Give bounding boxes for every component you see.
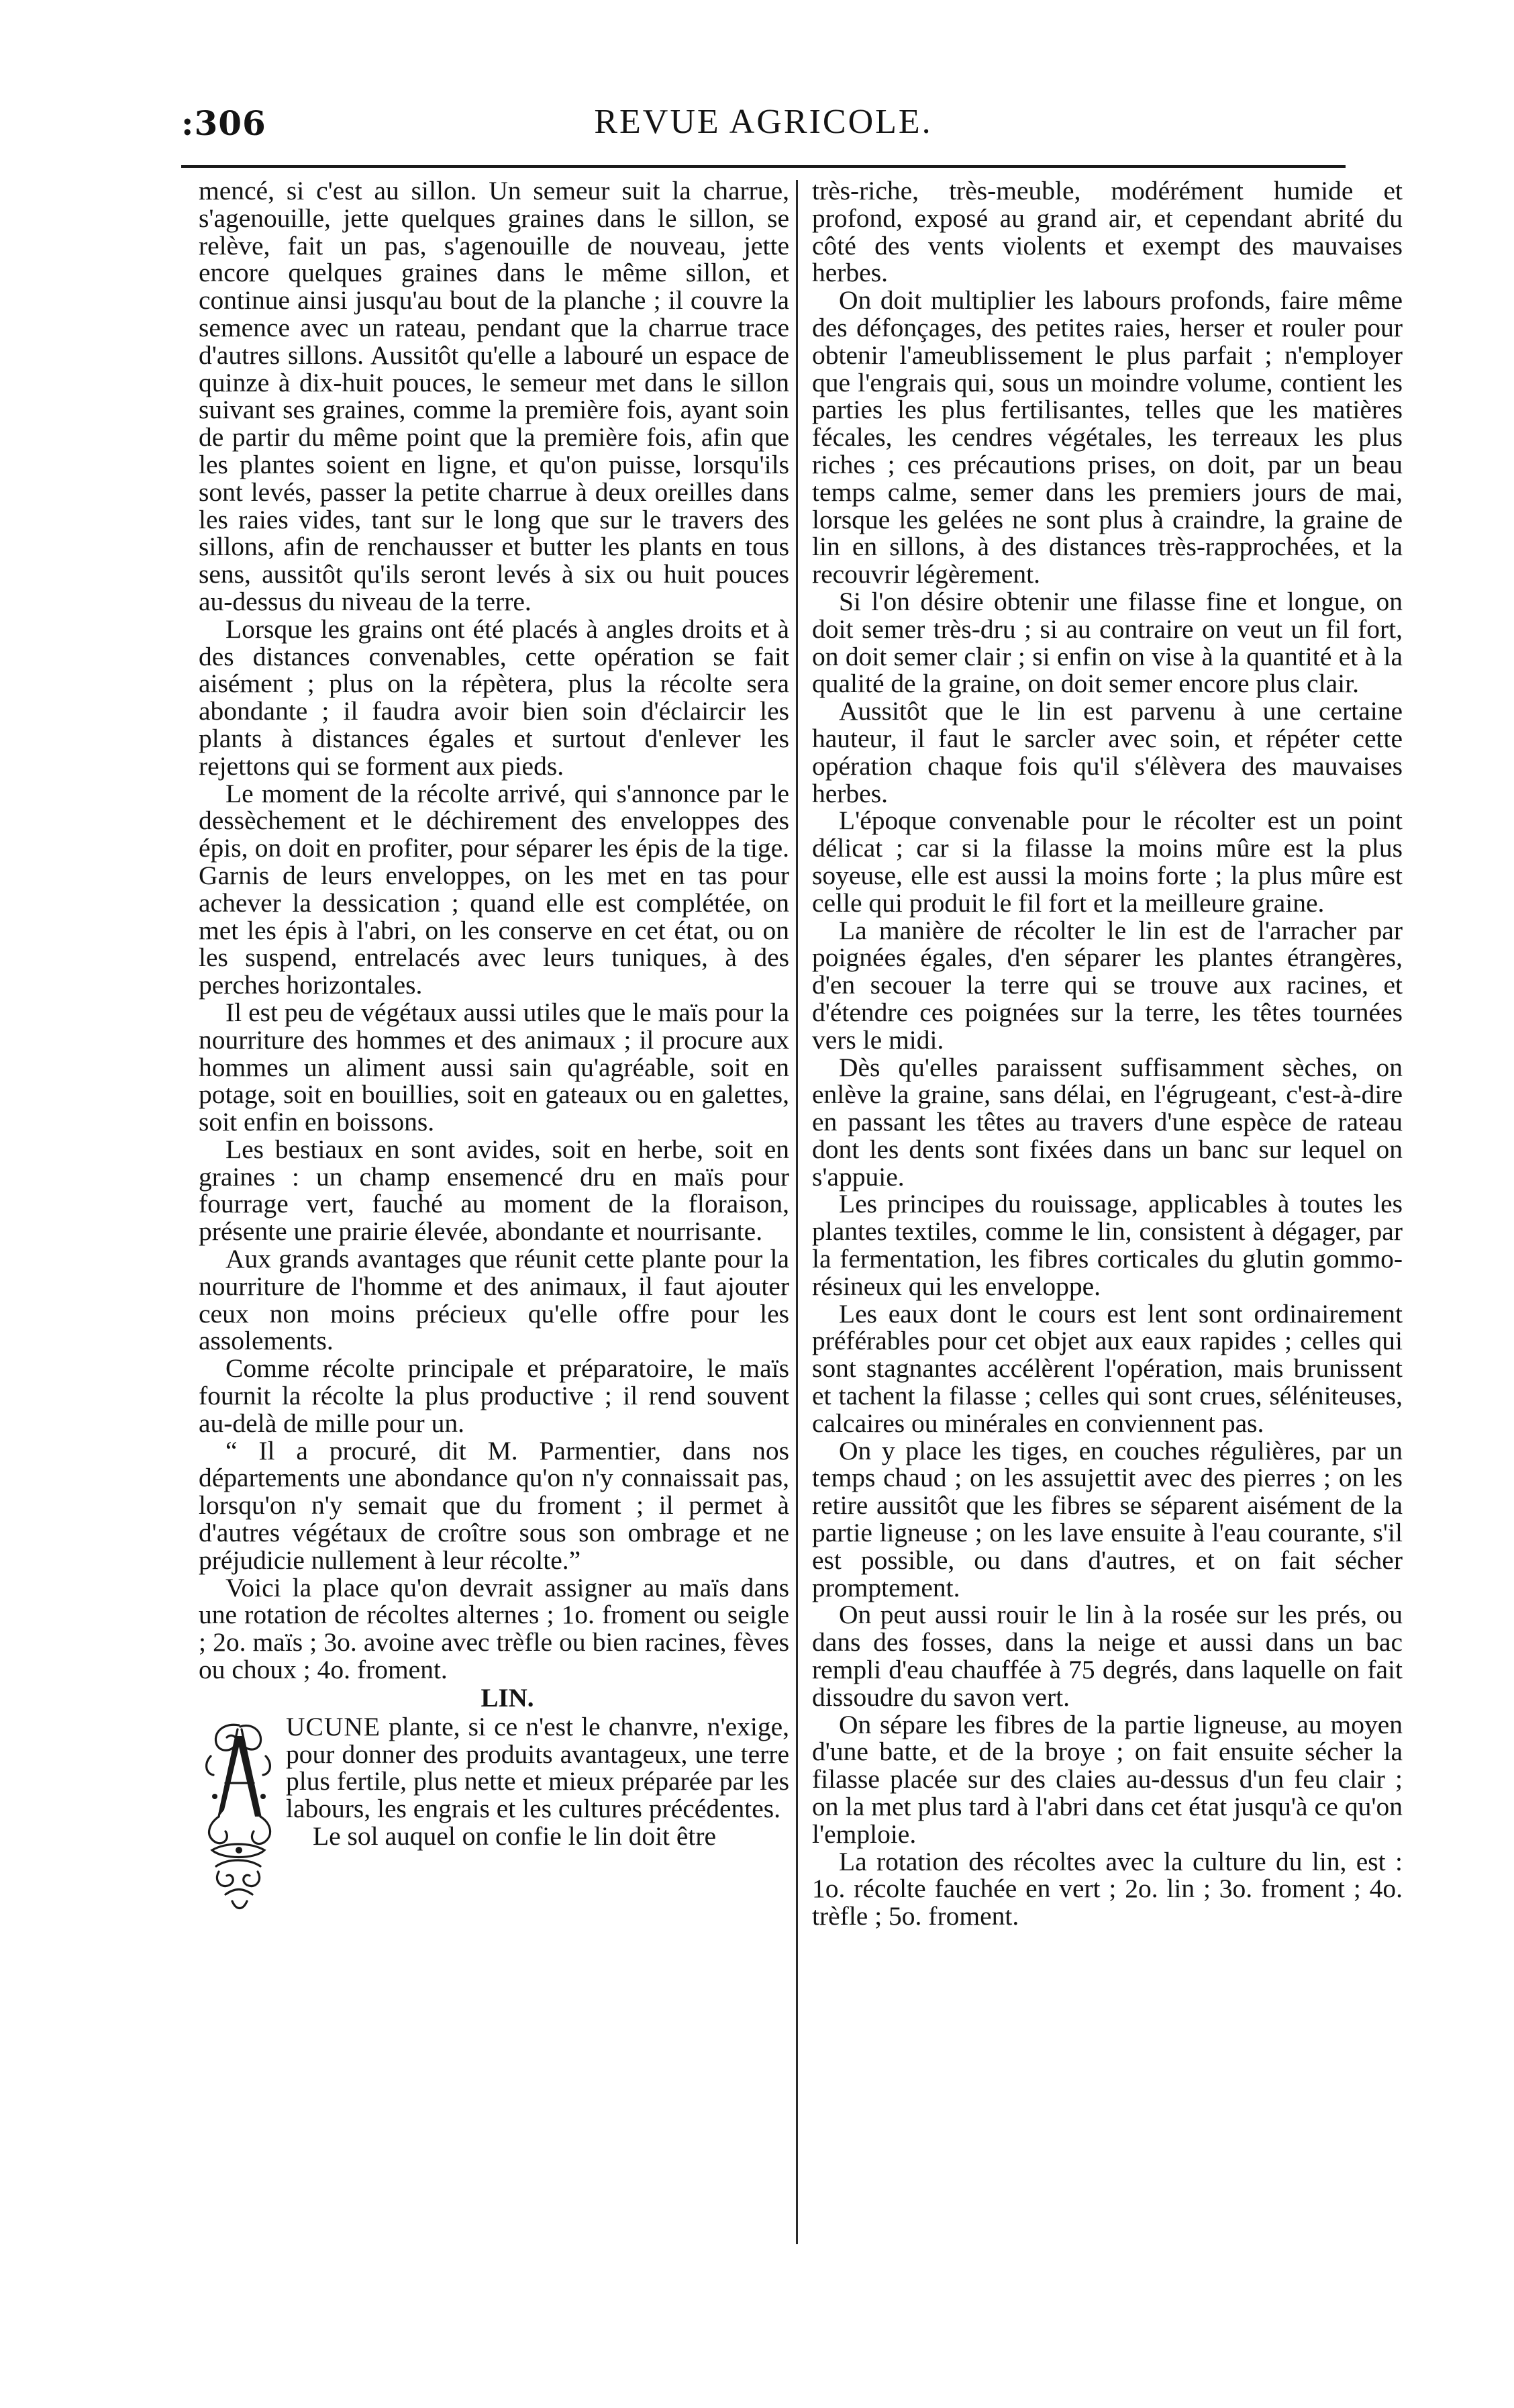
page-number: :306	[181, 103, 266, 143]
paragraph: On doit multiplier les labours profonds, faire même des défonçages, des petites raies, herser et rouler pour obtenir l'ameublissement le plus parfait ; n'employer que l'engrais qui, sous un moindre volume, contient les parties les plus fertilisantes, telles que les matières fécales, les cendres végétales, les terreaux les plus riches ; ces précautions prises, on doit, par un beau temps calme, semer dans les premiers jours de mai, lorsque les gelées ne sont plus à craindre, la graine de lin en sillons, à des distances très-rapprochées, et la recouvrir légèrement.	[812, 285, 1403, 589]
ornamental-drop-cap-icon	[199, 1716, 278, 1917]
paragraph: La manière de récolter le lin est de l'arracher par poignées égales, d'en séparer les plantes étrangères, d'en secouer la terre qui se trouve aux racines, et d'étendre ces poignées sur la terre, les têtes tournées vers le midi.	[812, 915, 1403, 1055]
paragraph: très-riche, très-meuble, modérément humide et profond, exposé au grand air, et cependant abrité du côté des vents violents et exempt des mauvaises herbes.	[812, 176, 1403, 288]
paragraph: mencé, si c'est au sillon. Un semeur suit la charrue, s'agenouille, jette quelques graines dans le sillon, se relève, fait un pas, s'agenouille de nouveau, jette encore quelques graines dans le même sillon, et continue ainsi jusqu'au bout de la planche ; il couvre la semence avec un rateau, pendant que la charrue trace d'autres sillons. Aussitôt qu'elle a labouré un espace de quinze à dix-huit pouces, le semeur met dans le sillon suivant ses graines, comme la première fois, ayant soin de partir du même point que la première fois, afin que les plantes soient en ligne, et qu'on puisse, lorsqu'ils sont levés, passer la petite charrue à deux oreilles dans les raies vides, tant sur le long que sur le travers des sillons, afin de renchausser et butter les plants en tous sens, aussitôt qu'ils seront levés à six ou huit pouces au-dessus du niveau de la terre.	[199, 176, 789, 616]
paragraph: On peut aussi rouir le lin à la rosée sur les prés, ou dans des fosses, dans la neige et aussi dans un bac rempli d'eau chauffée à 75 degrés, dans laquelle on fait dissoudre du savon vert.	[812, 1600, 1403, 1712]
paragraph: On y place les tiges, en couches régulières, par un temps chaud ; on les assujettit avec des pierres ; on les retire aussitôt que les fibres se séparent aisément de la partie ligneuse ; on les lave ensuite à l'eau courante, s'il est possible, ou dans d'autres, et on fait sécher promptement.	[812, 1435, 1403, 1602]
section-title: LIN.	[481, 1683, 534, 1713]
paragraph: Le sol auquel on confie le lin doit être	[313, 1821, 717, 1851]
paragraph: Les principes du rouissage, applicables à toutes les plantes textiles, comme le lin, consistent à dégager, par la fermentation, les fibres corticales du glutin gommo-résineux qui les enveloppe.	[812, 1189, 1403, 1301]
paragraph: On sépare les fibres de la partie ligneuse, au moyen d'une batte, et de la broye ; on fait ensuite sécher la filasse placée sur des claies au-dessus d'un feu clair ; on la met plus tard à l'abri dans cet état jusqu'à ce qu'on l'emploie.	[812, 1709, 1403, 1849]
paragraph: Les bestiaux en sont avides, soit en herbe, soit en graines : un champ ensemencé dru en maïs pour fourrage vert, fauché au moment de la floraison, présente une prairie élevée, abondante et nourrisante.	[199, 1134, 789, 1247]
paragraph: Voici la place qu'on devrait assigner au maïs dans une rotation de récoltes alternes ; 1o. froment ou seigle ; 2o. maïs ; 3o. avoine avec trèfle ou bien racines, fèves ou choux ; 4o. froment.	[199, 1572, 789, 1685]
running-header	[181, 99, 1346, 146]
paragraph: Il est peu de végétaux aussi utiles que le maïs pour la nourriture des hommes et des animaux ; il procure aux hommes un aliment aussi sain qu'agréable, soit en potage, soit en bouillies, soit en gateaux ou en galettes, soit enfin en boissons.	[199, 997, 789, 1137]
paragraph: Aux grands avantages que réunit cette plante pour la nourriture de l'homme et des animaux, il faut ajouter ceux non moins précieux qu'elle offre pour les assolements.	[199, 1244, 789, 1356]
running-title: REVUE AGRICOLE.	[594, 103, 933, 141]
paragraph: Aussitôt que le lin est parvenu à une certaine hauteur, il faut le sarcler avec soin, et répéter cette opération chaque fois qu'il s'élèvera des mauvaises herbes.	[812, 696, 1403, 808]
lin-intro-text: plante, si ce n'est le chanvre, n'exige, pour donner des produits avantageux, une terre plus fertile, plus nette et mieux préparée par les labours, les engrais et les cultures précédentes.	[286, 1711, 789, 1824]
paragraph: Comme récolte principale et préparatoire, le maïs fournit la récolte la plus productive ; il rend souvent au-delà de mille pour un.	[199, 1353, 789, 1438]
lin-first-word: UCUNE	[286, 1711, 381, 1741]
left-column	[199, 177, 789, 1917]
paragraph: Si l'on désire obtenir une filasse fine et longue, on doit semer très-dru ; si au contraire on veut un fil fort, on doit semer clair ; si enfin on vise à la quantité et à la qualité de la graine, on doit semer encore plus clair.	[812, 586, 1403, 699]
quotation-paragraph: “ Il a procuré, dit M. Parmentier, dans nos départements une abondance qu'on n'y connaissait pas, lorsqu'on n'y semait que du froment ; il permet à d'autres végétaux de croître sous son ombrage et ne préjudicie nullement à leur récolte.”	[199, 1435, 789, 1575]
paragraph: La rotation des récoltes avec la culture du lin, est : 1o. récolte fauchée en vert ; 2o. lin ; 3o. froment ; 4o. trèfle ; 5o. froment.	[812, 1846, 1403, 1931]
column-divider	[796, 180, 798, 2244]
paragraph: Le moment de la récolte arrivé, qui s'annonce par le dessèchement et le déchirement des enveloppes des épis, on doit en profiter, pour séparer les épis de la tige. Garnis de leurs enveloppes, on les met en tas pour achever la dessication ; quand elle est complétée, on met les épis à l'abri, on les conserve en cet état, ou on les suspend, entrelacés avec leurs tuniques, à des perches horizontales.	[199, 778, 789, 1000]
paragraph: L'époque convenable pour le récolter est un point délicat ; car si la filasse la moins mûre est la plus soyeuse, elle est aussi la moins forte ; la plus mûre est celle qui produit le fil fort et la meilleure graine.	[812, 806, 1403, 918]
paragraph: Les eaux dont le cours est lent sont ordinairement préférables pour cet objet aux eaux rapides ; celles qui sont stagnantes accélèrent l'opération, mais brunissent et tachent la filasse ; celles qui sont crues, séléniteuses, calcaires ou minérales en conviennent pas.	[812, 1298, 1403, 1438]
paragraph: Dès qu'elles paraissent suffisamment sèches, on enlève la graine, sans délai, en l'égrugeant, c'est-à-dire en passant les têtes au travers d'une espèce de rateau dont les dents sont fixées dans un banc sur lequel on s'appuie.	[812, 1052, 1403, 1192]
right-column	[812, 177, 1403, 1930]
lin-intro-block	[199, 1713, 789, 1850]
paragraph: Lorsque les grains ont été placés à angles droits et à des distances convenables, cette opération se fait aisément ; plus on la répètera, plus la récolte sera abondante ; il faudra avoir bien soin d'éclaircir les plants à distances égales et surtout d'enlever les rejettons qui se forment aux pieds.	[199, 614, 789, 781]
header-rule	[181, 165, 1346, 168]
